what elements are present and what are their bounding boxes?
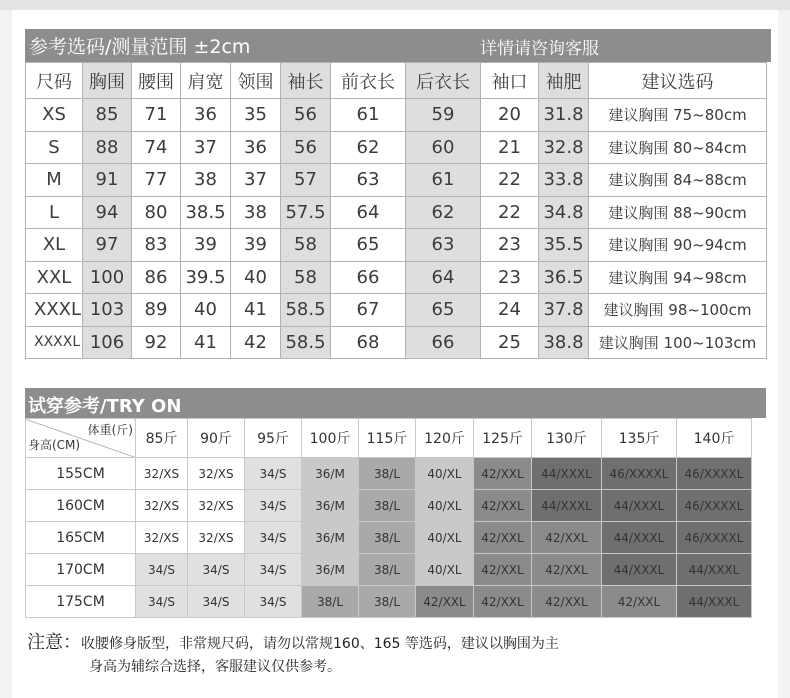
size-cell: 39.5 bbox=[181, 261, 231, 294]
top-strip bbox=[0, 0, 790, 10]
size-cell: 37 bbox=[181, 131, 231, 164]
size-cell: 39 bbox=[231, 229, 281, 262]
size-cell: 103 bbox=[83, 294, 132, 327]
try-on-cell: 46/XXXXL bbox=[677, 458, 752, 490]
size-cell: 58.5 bbox=[281, 294, 331, 327]
size-cell: 61 bbox=[331, 99, 406, 132]
try-on-cell: 38/L bbox=[359, 554, 416, 586]
try-on-cell: 34/S bbox=[245, 490, 302, 522]
weight-header: 95斤 bbox=[245, 419, 302, 458]
try-on-cell: 46/XXXXL bbox=[677, 490, 752, 522]
size-cell: 60 bbox=[406, 131, 481, 164]
size-column-header: 尺码 bbox=[26, 63, 83, 99]
try-on-cell: 34/S bbox=[245, 458, 302, 490]
size-cell: 61 bbox=[406, 164, 481, 197]
size-row bbox=[26, 261, 767, 294]
try-on-cell: 44/XXXL bbox=[602, 522, 677, 554]
try-on-cell: 34/S bbox=[188, 586, 245, 618]
size-cell: 36 bbox=[181, 99, 231, 132]
size-cell: 34.8 bbox=[539, 196, 589, 229]
size-cell: 24 bbox=[481, 294, 539, 327]
size-recommendation: 建议胸围 75~80cm bbox=[589, 99, 767, 132]
try-on-header bbox=[25, 388, 766, 418]
size-cell: 94 bbox=[83, 196, 132, 229]
size-cell: 36.5 bbox=[539, 261, 589, 294]
size-row bbox=[26, 164, 767, 197]
size-column-header: 肩宽 bbox=[181, 63, 231, 99]
try-on-cell: 42/XXL bbox=[474, 458, 532, 490]
try-on-cell: 42/XXL bbox=[474, 522, 532, 554]
size-cell: 92 bbox=[132, 326, 181, 359]
size-table-title: 参考选码/测量范围 ±2cm bbox=[29, 36, 251, 58]
size-column-header: 袖肥 bbox=[539, 63, 589, 99]
weight-axis-label: 体重(斤) bbox=[87, 423, 133, 437]
size-cell: 65 bbox=[406, 294, 481, 327]
size-recommendation: 建议胸围 100~103cm bbox=[589, 326, 767, 359]
size-cell: 100 bbox=[83, 261, 132, 294]
try-on-cell: 40/XL bbox=[416, 554, 474, 586]
size-cell: 40 bbox=[181, 294, 231, 327]
height-cell: 170CM bbox=[26, 554, 136, 586]
try-on-cell: 38/L bbox=[359, 490, 416, 522]
try-on-cell: 44/XXXL bbox=[532, 490, 602, 522]
weight-header: 120斤 bbox=[416, 419, 474, 458]
try-on-cell: 42/XXL bbox=[474, 586, 532, 618]
size-cell: XL bbox=[26, 229, 83, 262]
size-cell: 85 bbox=[83, 99, 132, 132]
weight-header: 135斤 bbox=[602, 419, 677, 458]
note bbox=[27, 631, 559, 679]
size-cell: 62 bbox=[331, 131, 406, 164]
size-cell: 57.5 bbox=[281, 196, 331, 229]
size-cell: 62 bbox=[406, 196, 481, 229]
weight-header: 130斤 bbox=[532, 419, 602, 458]
size-cell: 65 bbox=[331, 229, 406, 262]
size-cell: 23 bbox=[481, 229, 539, 262]
weight-header: 125斤 bbox=[474, 419, 532, 458]
height-axis-label: 身高(CM) bbox=[28, 438, 81, 452]
size-cell: 36 bbox=[231, 131, 281, 164]
size-column-header: 胸围 bbox=[83, 63, 132, 99]
size-cell: 63 bbox=[406, 229, 481, 262]
try-on-cell: 34/S bbox=[245, 522, 302, 554]
try-on-header-row bbox=[26, 419, 752, 458]
try-on-cell: 46/XXXXL bbox=[677, 522, 752, 554]
size-cell: M bbox=[26, 164, 83, 197]
size-cell: 68 bbox=[331, 326, 406, 359]
try-on-cell: 34/S bbox=[136, 586, 188, 618]
size-cell: 31.8 bbox=[539, 99, 589, 132]
size-cell: S bbox=[26, 131, 83, 164]
height-cell: 175CM bbox=[26, 586, 136, 618]
size-cell: 77 bbox=[132, 164, 181, 197]
size-cell: XS bbox=[26, 99, 83, 132]
try-on-cell: 40/XL bbox=[416, 490, 474, 522]
size-cell: 39 bbox=[181, 229, 231, 262]
size-cell: 59 bbox=[406, 99, 481, 132]
size-cell: 58.5 bbox=[281, 326, 331, 359]
try-on-cell: 44/XXXL bbox=[677, 586, 752, 618]
weight-header: 115斤 bbox=[359, 419, 416, 458]
height-cell: 155CM bbox=[26, 458, 136, 490]
size-column-header: 前衣长 bbox=[331, 63, 406, 99]
size-recommendation: 建议胸围 80~84cm bbox=[589, 131, 767, 164]
try-on-title: 试穿参考/TRY ON bbox=[28, 396, 182, 417]
size-cell: 83 bbox=[132, 229, 181, 262]
size-recommendation: 建议胸围 98~100cm bbox=[589, 294, 767, 327]
try-on-cell: 32/XS bbox=[136, 458, 188, 490]
size-recommendation: 建议胸围 94~98cm bbox=[589, 261, 767, 294]
try-on-cell: 34/S bbox=[188, 554, 245, 586]
size-row bbox=[26, 326, 767, 359]
try-on-cell: 40/XL bbox=[416, 458, 474, 490]
try-on-cell: 32/XS bbox=[136, 522, 188, 554]
weight-header: 85斤 bbox=[136, 419, 188, 458]
try-on-cell: 36/M bbox=[302, 554, 359, 586]
size-cell: 64 bbox=[406, 261, 481, 294]
note-label: 注意： bbox=[27, 632, 81, 653]
size-cell: 35 bbox=[231, 99, 281, 132]
weight-header: 140斤 bbox=[677, 419, 752, 458]
try-on-cell: 36/M bbox=[302, 458, 359, 490]
size-cell: 106 bbox=[83, 326, 132, 359]
size-cell: 32.8 bbox=[539, 131, 589, 164]
try-on-cell: 34/S bbox=[245, 554, 302, 586]
size-row bbox=[26, 99, 767, 132]
try-on-row bbox=[26, 554, 752, 586]
try-on-table bbox=[25, 418, 752, 618]
size-recommendation: 建议胸围 90~94cm bbox=[589, 229, 767, 262]
size-table-header bbox=[25, 29, 771, 62]
try-on-row bbox=[26, 586, 752, 618]
size-cell: 80 bbox=[132, 196, 181, 229]
size-column-header: 后衣长 bbox=[406, 63, 481, 99]
size-cell: 37.8 bbox=[539, 294, 589, 327]
try-on-cell: 36/M bbox=[302, 490, 359, 522]
size-cell: 22 bbox=[481, 164, 539, 197]
size-cell: 64 bbox=[331, 196, 406, 229]
size-cell: 66 bbox=[331, 261, 406, 294]
try-on-corner-cell bbox=[26, 419, 136, 458]
try-on-cell: 44/XXXL bbox=[602, 554, 677, 586]
try-on-cell: 42/XXL bbox=[474, 490, 532, 522]
size-cell: 21 bbox=[481, 131, 539, 164]
size-table bbox=[25, 62, 767, 359]
try-on-cell: 44/XXXL bbox=[532, 458, 602, 490]
try-on-cell: 32/XS bbox=[136, 490, 188, 522]
try-on-cell: 42/XXL bbox=[416, 586, 474, 618]
size-row bbox=[26, 294, 767, 327]
try-on-cell: 38/L bbox=[302, 586, 359, 618]
size-cell: 41 bbox=[181, 326, 231, 359]
size-cell: 35.5 bbox=[539, 229, 589, 262]
size-cell: 58 bbox=[281, 261, 331, 294]
size-cell: 37 bbox=[231, 164, 281, 197]
try-on-row bbox=[26, 490, 752, 522]
size-cell: XXL bbox=[26, 261, 83, 294]
size-cell: 89 bbox=[132, 294, 181, 327]
weight-header: 90斤 bbox=[188, 419, 245, 458]
size-cell: 38 bbox=[231, 196, 281, 229]
height-cell: 160CM bbox=[26, 490, 136, 522]
size-row bbox=[26, 196, 767, 229]
size-column-header: 腰围 bbox=[132, 63, 181, 99]
size-cell: L bbox=[26, 196, 83, 229]
try-on-cell: 44/XXXL bbox=[602, 490, 677, 522]
size-cell: 97 bbox=[83, 229, 132, 262]
size-column-header: 袖口 bbox=[481, 63, 539, 99]
try-on-cell: 44/XXXL bbox=[677, 554, 752, 586]
size-recommendation: 建议胸围 88~90cm bbox=[589, 196, 767, 229]
try-on-cell: 34/S bbox=[136, 554, 188, 586]
try-on-cell: 32/XS bbox=[188, 458, 245, 490]
size-cell: 38 bbox=[181, 164, 231, 197]
size-cell: 56 bbox=[281, 131, 331, 164]
size-cell: 20 bbox=[481, 99, 539, 132]
size-column-header: 袖长 bbox=[281, 63, 331, 99]
size-cell: 41 bbox=[231, 294, 281, 327]
try-on-cell: 38/L bbox=[359, 458, 416, 490]
size-column-header: 领围 bbox=[231, 63, 281, 99]
size-cell: 38.8 bbox=[539, 326, 589, 359]
try-on-cell: 42/XXL bbox=[532, 554, 602, 586]
size-cell: 33.8 bbox=[539, 164, 589, 197]
size-cell: 58 bbox=[281, 229, 331, 262]
size-cell: 74 bbox=[132, 131, 181, 164]
note-line-2: 身高为辅综合选择，客服建议仅供参考。 bbox=[89, 659, 341, 675]
consult-service-text: 详情请咨询客服 bbox=[480, 39, 599, 59]
try-on-cell: 36/M bbox=[302, 522, 359, 554]
try-on-cell: 42/XXL bbox=[474, 554, 532, 586]
size-cell: 23 bbox=[481, 261, 539, 294]
size-cell: 67 bbox=[331, 294, 406, 327]
try-on-cell: 46/XXXXL bbox=[602, 458, 677, 490]
size-row bbox=[26, 229, 767, 262]
try-on-cell: 38/L bbox=[359, 522, 416, 554]
size-cell: 63 bbox=[331, 164, 406, 197]
size-cell: 71 bbox=[132, 99, 181, 132]
try-on-cell: 32/XS bbox=[188, 522, 245, 554]
size-cell: 91 bbox=[83, 164, 132, 197]
size-cell: 40 bbox=[231, 261, 281, 294]
try-on-row bbox=[26, 522, 752, 554]
try-on-cell: 38/L bbox=[359, 586, 416, 618]
size-cell: 25 bbox=[481, 326, 539, 359]
try-on-cell: 42/XXL bbox=[532, 586, 602, 618]
size-column-header: 建议选码 bbox=[589, 63, 767, 99]
size-cell: 66 bbox=[406, 326, 481, 359]
size-cell: 86 bbox=[132, 261, 181, 294]
try-on-cell: 34/S bbox=[245, 586, 302, 618]
size-cell: 42 bbox=[231, 326, 281, 359]
size-row bbox=[26, 131, 767, 164]
height-cell: 165CM bbox=[26, 522, 136, 554]
try-on-cell: 32/XS bbox=[188, 490, 245, 522]
try-on-cell: 40/XL bbox=[416, 522, 474, 554]
size-cell: XXXL bbox=[26, 294, 83, 327]
size-cell: 38.5 bbox=[181, 196, 231, 229]
try-on-row bbox=[26, 458, 752, 490]
size-recommendation: 建议胸围 84~88cm bbox=[589, 164, 767, 197]
size-cell: XXXXL bbox=[26, 326, 83, 359]
try-on-cell: 42/XXL bbox=[602, 586, 677, 618]
note-line-1: 收腰修身版型，非常规尺码，请勿以常规160、165 等选码，建议以胸围为主 bbox=[81, 636, 559, 652]
try-on-cell: 42/XXL bbox=[532, 522, 602, 554]
size-header-row bbox=[26, 63, 767, 99]
size-cell: 57 bbox=[281, 164, 331, 197]
size-cell: 56 bbox=[281, 99, 331, 132]
size-cell: 88 bbox=[83, 131, 132, 164]
size-cell: 22 bbox=[481, 196, 539, 229]
weight-header: 100斤 bbox=[302, 419, 359, 458]
